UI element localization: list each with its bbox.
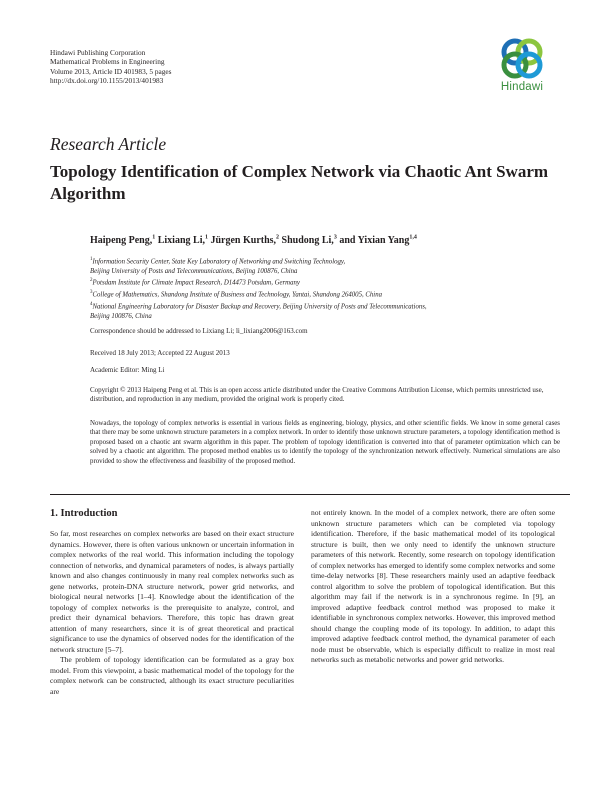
abstract: Nowadays, the topology of complex networks is essential in various fields as engineering, biology, physics, and other scientific fields. We know in some general cases that there may be some unknown structure parameters in a complex network. In order to identify those unknown structure parameters, a topology identification method is proposed based on a chaotic ant swarm algorithm in this paper. The problem of topology identification is converted into that of parameter optimization which can be solved by a chaotic ant algorithm. The proposed method enables us to identify the topology of the synchronization network effectively. Numerical simulations are also provided to show the effectiveness and feasibility of the proposed method. bbox=[90, 420, 560, 465]
hindawi-logo bbox=[494, 36, 550, 93]
copyright-notice: Copyright © 2013 Haipeng Peng et al. This is an open access article distributed under the Creative Commons Attribution License, which permits unrestricted use, distribution, and reproduction in any medium, provided the original work is properly cited. bbox=[90, 386, 544, 403]
article-title: Topology Identification of Complex Network via Chaotic Ant Swarm Algorithm bbox=[50, 162, 549, 203]
doi-link[interactable]: http://dx.doi.org/10.1155/2013/401983 bbox=[50, 76, 164, 86]
affiliation-item: $^4$National Engineering Laboratory for Disaster Backup and Recovery, Beijing University of Posts and Telecommunications, Beijing 100876, China bbox=[90, 302, 427, 321]
author: Shudong Li,$^3$ bbox=[281, 235, 337, 247]
correspondence-note: Correspondence should be addressed to Lixiang Li; li_lixiang2006@163.com bbox=[90, 327, 308, 335]
section-divider bbox=[50, 494, 570, 495]
author: and Yixian Yang$^{1,4}$ bbox=[339, 235, 417, 247]
academic-editor: Academic Editor: Ming Li bbox=[90, 366, 165, 374]
left-column bbox=[50, 529, 294, 697]
author-list bbox=[90, 235, 570, 246]
section-heading: 1. Introduction bbox=[50, 508, 118, 519]
paragraph: So far, most researches on complex networks are based on their exact structure dynamics. However, there is often various unknown or uncertain information in complex networks of the real world. This information including the topology connection of networks, and dynamical parameters of nodes, is always partially known and also changes continuously in many real complex networks such as gene networks, protein-DNA structure network, power grid networks, and biological neural networks [1–4]. Knowledge about the identification of the topology of complex networks is the prerequisite to analyze, control, and predict their dynamical behaviors. Therefore, this topic has drawn great attention of many researchers, since it is of great theoretical and practical significance to use the dynamics of observed nodes for the identification of the network structure [5–7]. bbox=[50, 529, 294, 654]
right-column bbox=[311, 508, 555, 666]
affiliation-item: $^2$Potsdam Institute for Climate Impact Research, D14473 Potsdam, Germany bbox=[90, 278, 300, 287]
received-dates: Received 18 July 2013; Accepted 22 August 2013 bbox=[90, 349, 230, 357]
affiliation-list bbox=[90, 255, 560, 322]
journal-name: Mathematical Problems in Engineering bbox=[50, 57, 165, 67]
author: Jürgen Kurths,$^2$ bbox=[210, 235, 280, 247]
logo-text: Hindawi bbox=[500, 81, 544, 93]
volume-line: Volume 2013, Article ID 401983, 5 pages bbox=[50, 66, 172, 76]
affiliation-item: $^1$Information Security Center, State Key Laboratory of Networking and Switching Technology, Beijing University of Posts and Telecommunications, Beijing 100876, China bbox=[90, 257, 346, 275]
journal-info bbox=[50, 48, 171, 86]
paragraph: not entirely known. In the model of a complex network, there are often some unknown structure parameters which can be completed via topology identification. Therefore, if the basic mathematical model of its topological structure is built, then we only need to identify the unknown structure parameters of this network. Recently, some research on topology identification of complex networks has emerged to identify some complex networks and some time-delay networks [8]. These researchers mainly used an adaptive feedback control algorithm to solve the problem of topological identification. But this algorithm may fail if the network is in a synchronous regime. In [9], an improved adaptive feedback control method was proposed to make it identifiable in synchronous complex networks. However, this improved method should change the coupling mode of its topology. In addition, to adapt this improved adaptive feedback control method, the dynamical parameter of each node must be observable, which is especially difficult to realize in most real networks such as metabolic networks and power grid networks. bbox=[311, 508, 555, 664]
paragraph: The problem of topology identification can be formulated as a gray box model. From this viewpoint, a basic mathematical model of the topology for the complex network can be constructed, although its exact structure peculiarities are bbox=[50, 655, 294, 696]
author: Haipeng Peng,$^1$ bbox=[90, 235, 156, 247]
article-type: Research Article bbox=[50, 134, 167, 154]
affiliation-item: $^3$College of Mathematics, Shandong Institute of Business and Technology, Yantai, Shandong 264005, China bbox=[90, 290, 382, 299]
author: Lixiang Li,$^1$ bbox=[157, 235, 208, 247]
hindawi-logo-icon bbox=[499, 36, 545, 80]
publisher-name: Hindawi Publishing Corporation bbox=[50, 48, 146, 57]
